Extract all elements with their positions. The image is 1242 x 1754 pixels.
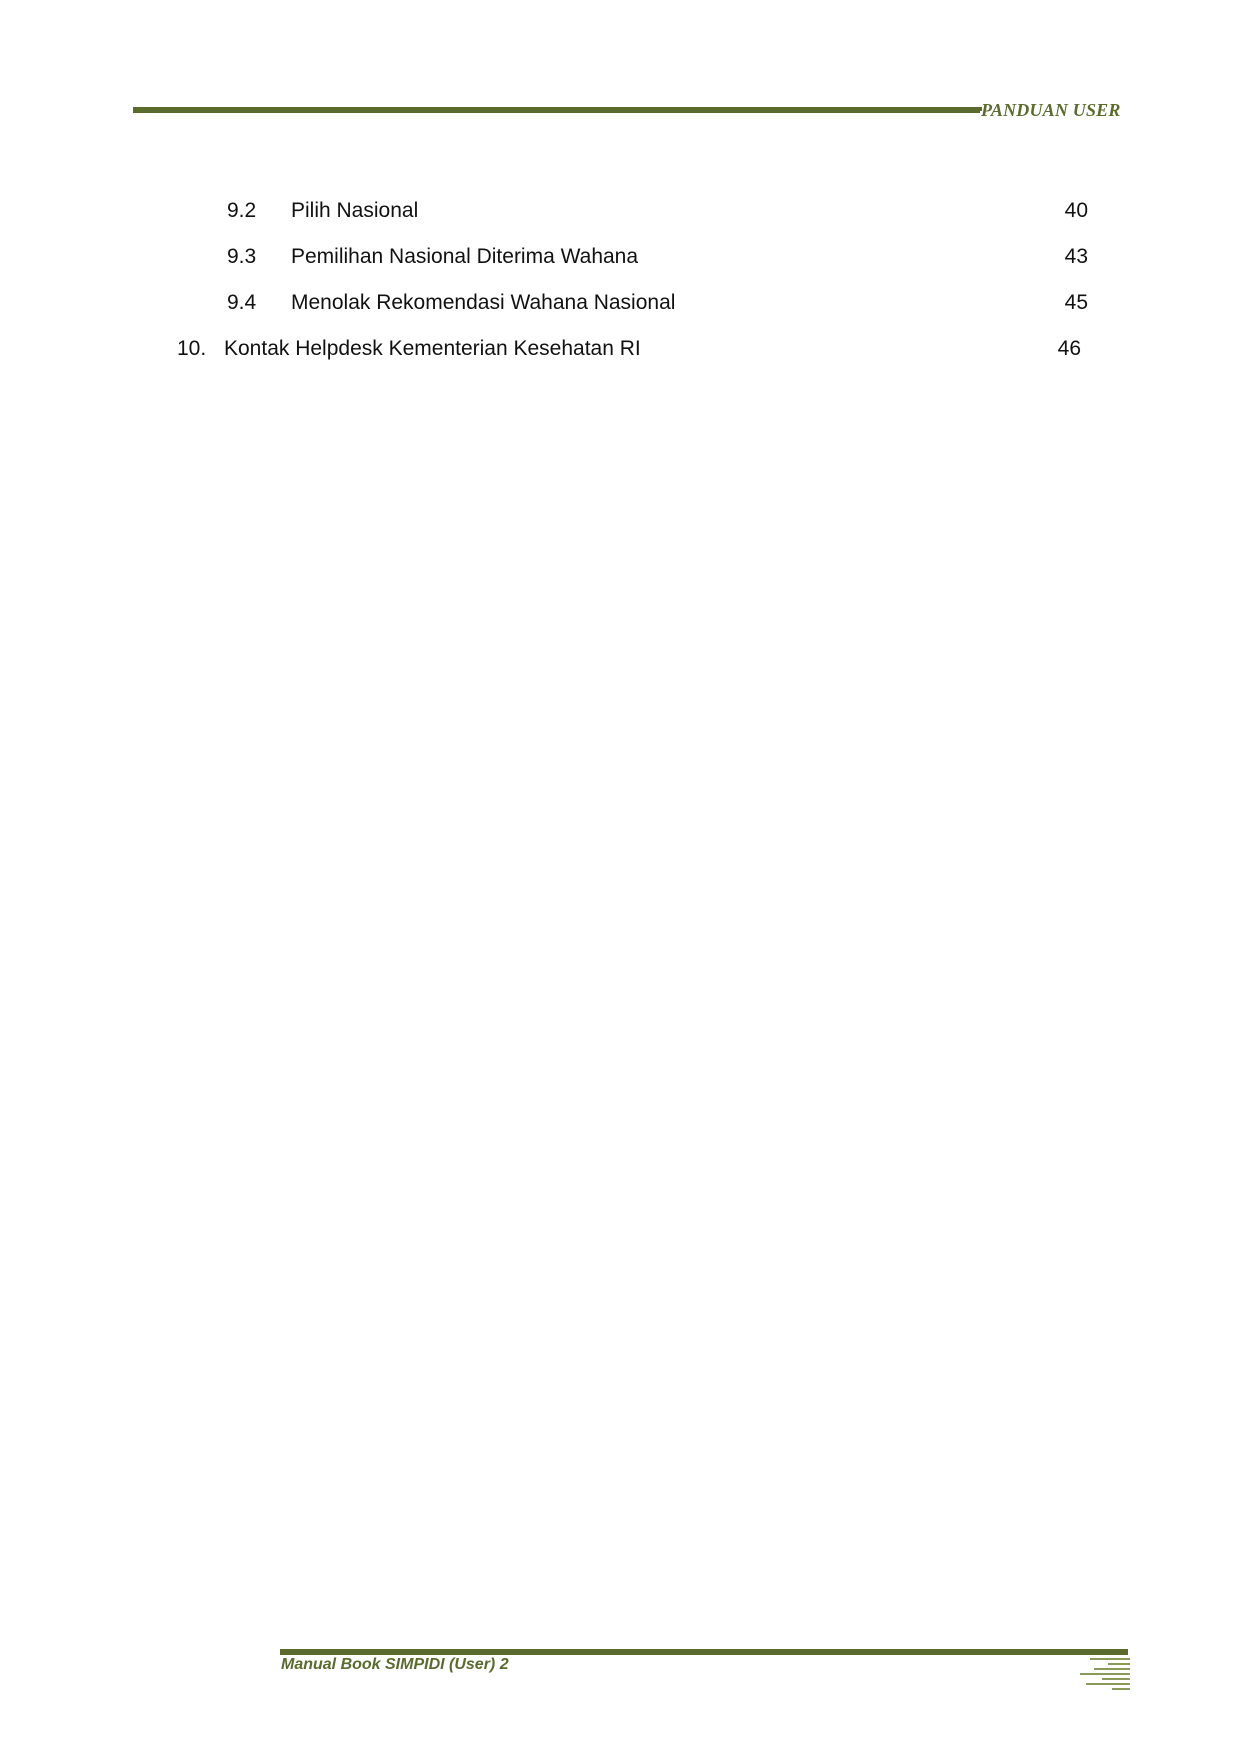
toc-entry-9-4[interactable] bbox=[0, 288, 1242, 318]
header-rule bbox=[133, 107, 980, 113]
toc-entry-label: Menolak Rekomendasi Wahana Nasional bbox=[291, 291, 676, 314]
toc-entry-page: 46 bbox=[1057, 337, 1081, 360]
toc-entry-page: 45 bbox=[1064, 291, 1088, 314]
toc-entry-number: 9.2 bbox=[227, 199, 257, 222]
toc-entry-number: 10. bbox=[177, 337, 207, 360]
footer-text: Manual Book SIMPIDI (User) 2 bbox=[281, 1656, 509, 1673]
toc-entry-label: Pilih Nasional bbox=[291, 199, 419, 222]
toc-entry-label: Pemilihan Nasional Diterima Wahana bbox=[291, 245, 639, 268]
toc-entry-10[interactable] bbox=[0, 334, 1242, 364]
footer-decoration bbox=[1070, 1656, 1130, 1692]
toc-entry-9-2[interactable] bbox=[0, 196, 1242, 226]
toc-entry-page: 40 bbox=[1064, 199, 1088, 222]
toc-entry-page: 43 bbox=[1064, 245, 1088, 268]
footer-rule bbox=[280, 1649, 1128, 1655]
toc-entry-9-3[interactable] bbox=[0, 242, 1242, 272]
toc-entry-number: 9.3 bbox=[227, 245, 257, 268]
header-title: PANDUAN USER bbox=[981, 100, 1121, 120]
toc-entry-label: Kontak Helpdesk Kementerian Kesehatan RI bbox=[224, 337, 641, 360]
toc-entry-number: 9.4 bbox=[227, 291, 257, 314]
